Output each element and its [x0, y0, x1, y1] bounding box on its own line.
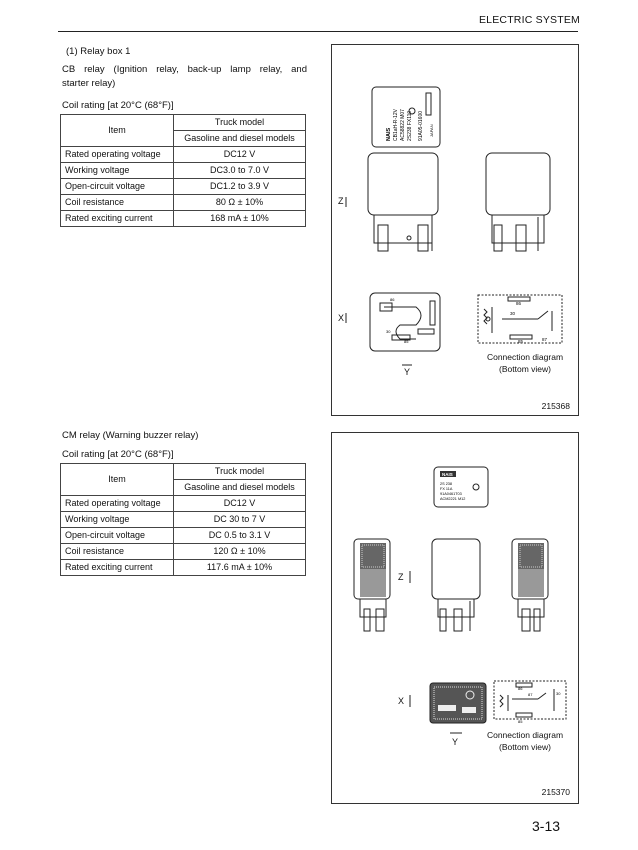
col-group-header: Truck model	[174, 115, 306, 131]
table-header-row	[61, 115, 306, 131]
row-item: Working voltage	[61, 512, 174, 528]
table-row	[61, 211, 306, 227]
view-label-z: Z	[398, 572, 404, 582]
svg-text:CB1aH-R-12V: CB1aH-R-12V	[393, 109, 399, 141]
row-value: DC12 V	[174, 496, 306, 512]
relay-side-view-3	[512, 539, 548, 631]
col-sub-header: Gasoline and diesel models	[174, 131, 306, 147]
svg-text:85: 85	[518, 719, 523, 724]
view-label-z: Z	[338, 196, 344, 206]
svg-text:30: 30	[386, 329, 391, 334]
view-label-x: X	[338, 313, 345, 323]
svg-text:87: 87	[528, 692, 533, 697]
svg-text:91A0461T03: 91A0461T03	[440, 492, 462, 496]
header-rule	[58, 31, 578, 32]
row-item: Working voltage	[61, 163, 174, 179]
svg-text:91A05-01600: 91A05-01600	[418, 110, 424, 141]
row-item: Rated exciting current	[61, 211, 174, 227]
col-sub-header: Gasoline and diesel models	[174, 480, 306, 496]
svg-text:ACM2221 M12: ACM2221 M12	[440, 497, 466, 501]
row-item: Open-circuit voltage	[61, 528, 174, 544]
cb-coil-rating-table	[60, 114, 306, 227]
row-item: Rated operating voltage	[61, 147, 174, 163]
row-item: Rated operating voltage	[61, 496, 174, 512]
row-value: 168 mA ± 10%	[174, 211, 306, 227]
relay-side-view-1	[354, 539, 390, 631]
table-row	[61, 528, 306, 544]
cb-description-line2: starter relay)	[62, 78, 116, 89]
row-value: DC 0.5 to 3.1 V	[174, 528, 306, 544]
svg-text:87: 87	[542, 337, 548, 342]
page-number: 3-13	[532, 818, 561, 834]
connection-diagram-caption: Connection diagram	[486, 352, 564, 362]
svg-text:86: 86	[516, 301, 522, 306]
svg-text:86: 86	[518, 686, 523, 691]
svg-text:NAIS: NAIS	[442, 472, 453, 477]
connection-schematic	[478, 295, 562, 344]
cb-description-line1: CB relay (Ignition relay, back-up lamp relay, and	[62, 64, 307, 75]
col-item-header: Item	[61, 115, 174, 147]
view-label-y: Y	[452, 737, 459, 747]
view-label-y: Y	[404, 367, 411, 377]
table-row	[61, 512, 306, 528]
connection-diagram-subcaption: (Bottom view)	[499, 364, 551, 374]
svg-text:NAIS: NAIS	[386, 127, 392, 141]
relay-side-view-1	[368, 153, 438, 251]
cm-heading: CM relay (Warning buzzer relay)	[62, 430, 199, 441]
row-value: 117.6 mA ± 10%	[174, 560, 306, 576]
cb-relay-figure	[331, 44, 579, 416]
col-item-header: Item	[61, 464, 174, 496]
svg-text:FX 11A: FX 11A	[440, 487, 453, 491]
table-row	[61, 544, 306, 560]
table-row	[61, 195, 306, 211]
row-item: Coil resistance	[61, 195, 174, 211]
relay-bottom-view	[430, 683, 486, 723]
svg-text:85: 85	[518, 339, 524, 344]
relay-top-label-plate	[372, 87, 440, 147]
relay-top-label-plate	[434, 467, 488, 507]
connection-diagram-caption: Connection diagram	[486, 730, 564, 740]
relay-bottom-view	[370, 293, 440, 351]
svg-text:86: 86	[390, 297, 395, 302]
connection-diagram-subcaption: (Bottom view)	[499, 742, 551, 752]
table-row	[61, 147, 306, 163]
cm-coil-rating-caption: Coil rating [at 20°C (68°F)]	[62, 449, 174, 460]
col-group-header: Truck model	[174, 464, 306, 480]
svg-text:2S 238: 2S 238	[440, 482, 453, 486]
table-row	[61, 179, 306, 195]
relay-side-view-2	[432, 539, 480, 631]
cb-heading: (1) Relay box 1	[66, 46, 131, 57]
row-value: DC3.0 to 7.0 V	[174, 163, 306, 179]
relay-side-view-2	[486, 153, 550, 251]
cm-coil-rating-table	[60, 463, 306, 576]
svg-text:2S238 FX110: 2S238 FX110	[407, 110, 413, 141]
svg-text:30: 30	[510, 311, 516, 316]
row-value: 80 Ω ± 10%	[174, 195, 306, 211]
table-row	[61, 560, 306, 576]
figure-number: 215368	[541, 401, 570, 411]
svg-text:AC58822 M07: AC58822 M07	[400, 109, 406, 141]
row-value: DC12 V	[174, 147, 306, 163]
row-item: Open-circuit voltage	[61, 179, 174, 195]
row-value: DC1.2 to 3.9 V	[174, 179, 306, 195]
cm-relay-figure	[331, 432, 579, 804]
cb-coil-rating-caption: Coil rating [at 20°C (68°F)]	[62, 100, 174, 111]
row-value: DC 30 to 7 V	[174, 512, 306, 528]
table-row	[61, 163, 306, 179]
row-item: Coil resistance	[61, 544, 174, 560]
svg-text:30: 30	[556, 691, 561, 696]
row-item: Rated exciting current	[61, 560, 174, 576]
table-row	[61, 496, 306, 512]
figure-number: 215370	[541, 787, 570, 797]
section-header: ELECTRIC SYSTEM	[478, 14, 580, 26]
svg-text:85: 85	[404, 339, 409, 344]
connection-schematic	[494, 681, 566, 724]
svg-text:JAPAN: JAPAN	[429, 124, 434, 137]
view-label-x: X	[398, 696, 405, 706]
table-header-row	[61, 464, 306, 480]
row-value: 120 Ω ± 10%	[174, 544, 306, 560]
